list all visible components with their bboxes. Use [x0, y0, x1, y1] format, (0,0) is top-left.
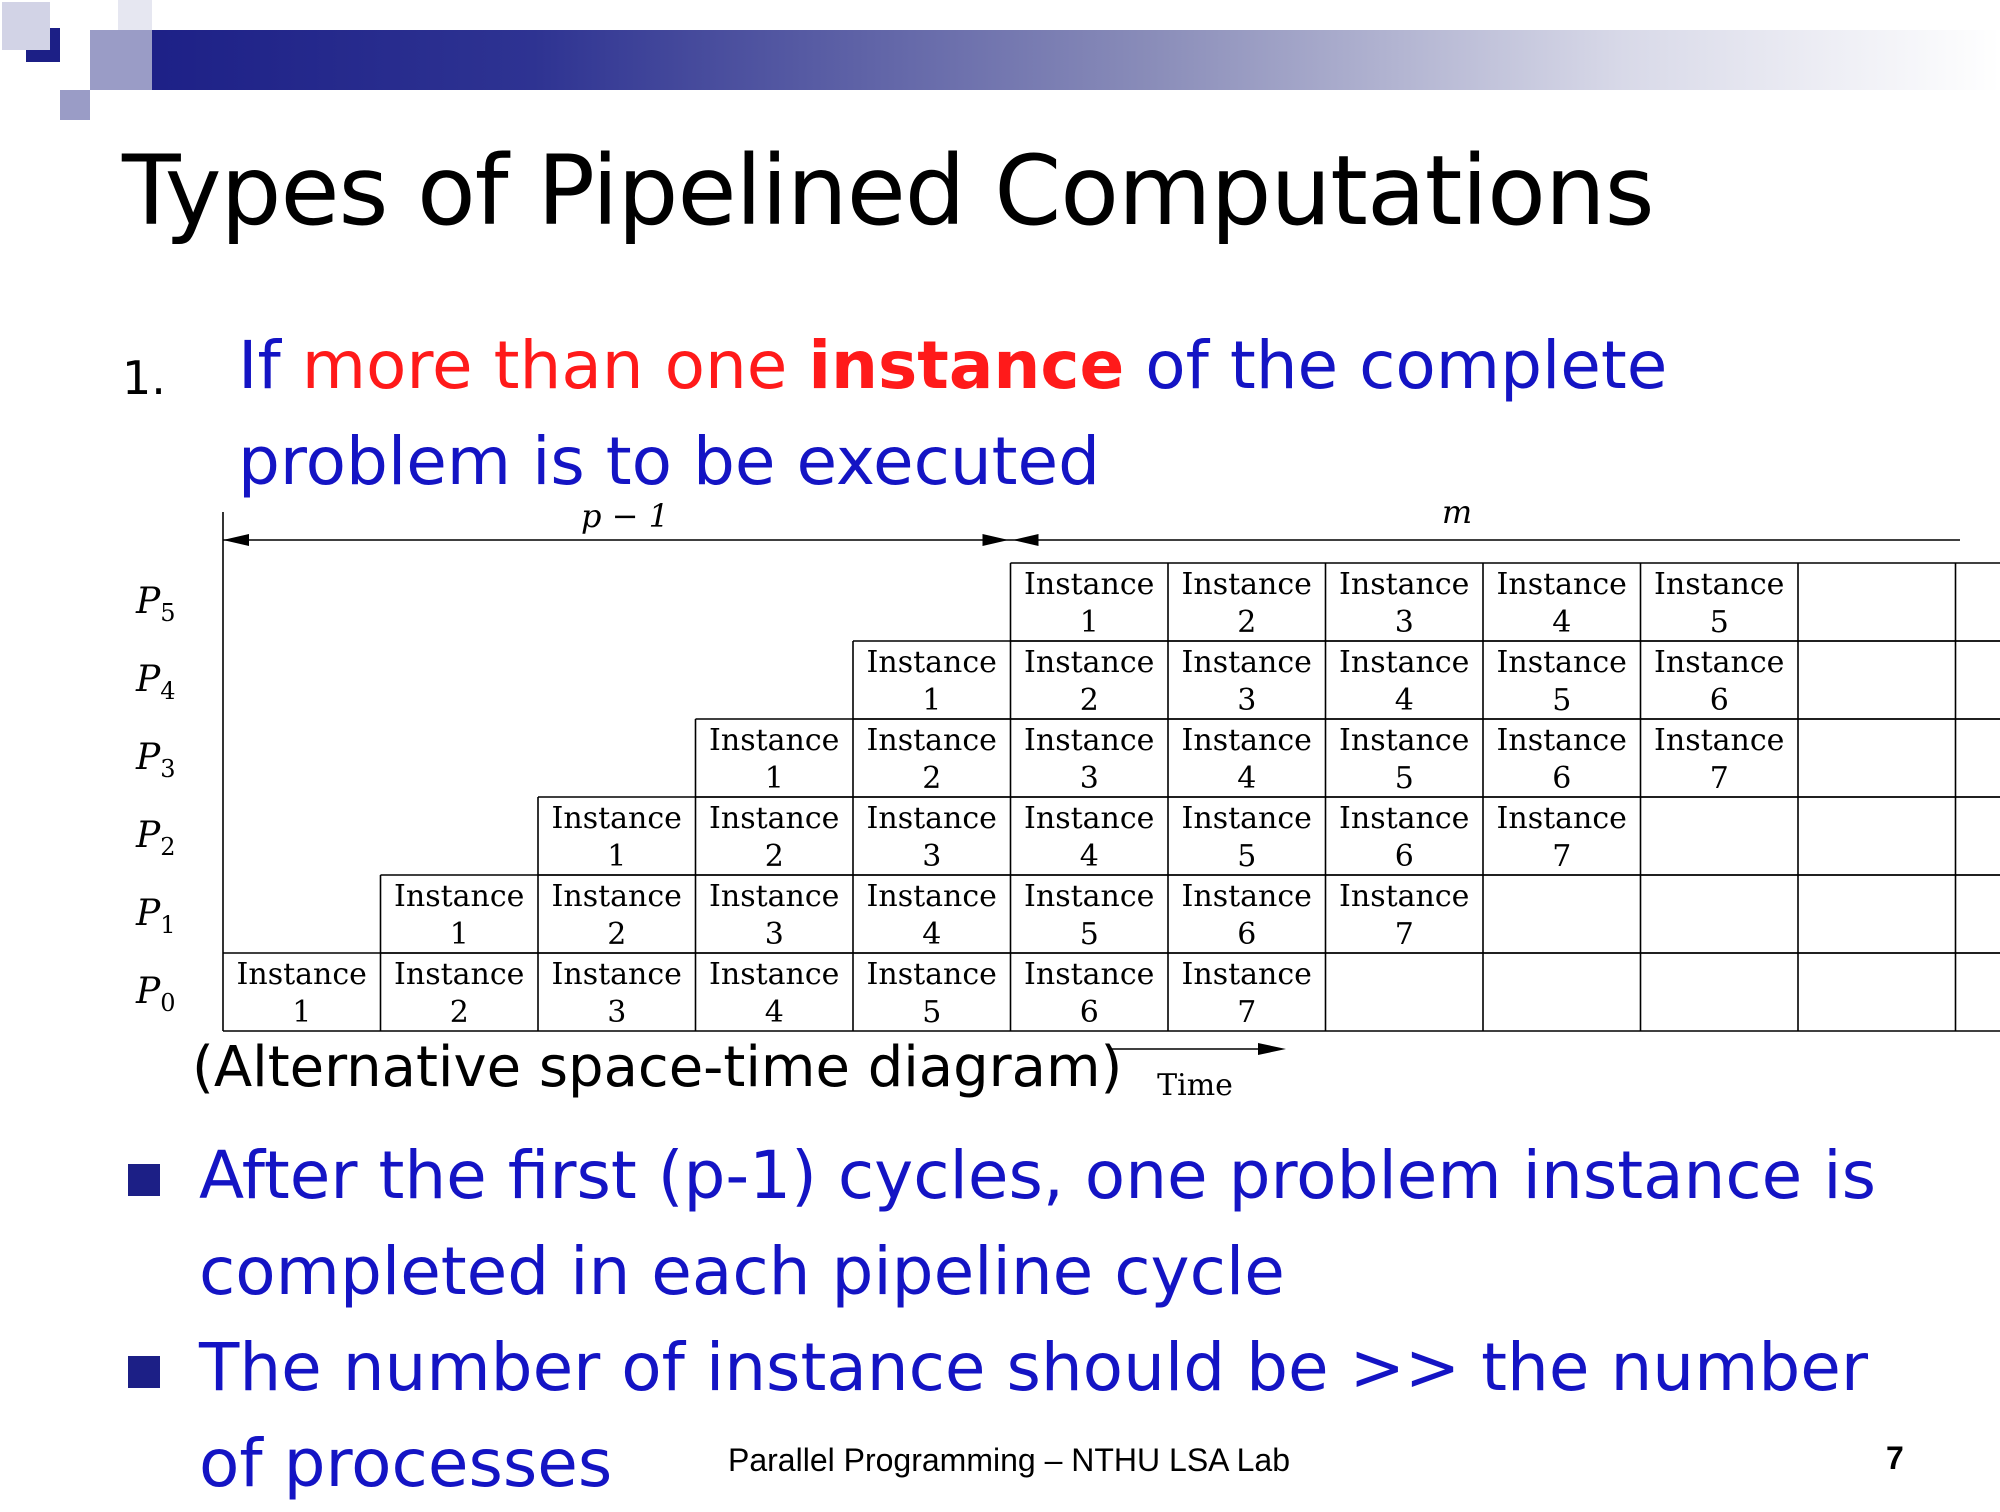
processor-label: $P_2$	[136, 815, 176, 861]
cell-word: Instance	[1181, 645, 1312, 680]
cell-instance-number: 1	[292, 995, 312, 1030]
cell-word: Instance	[866, 879, 997, 914]
cell-instance-number: 6	[1394, 839, 1414, 874]
cell-instance-number: 6	[1079, 995, 1099, 1030]
cell-word: Instance	[1024, 879, 1155, 914]
cell-instance-number: 1	[1079, 605, 1099, 640]
cell-word: Instance	[394, 957, 525, 992]
cell-word: Instance	[709, 801, 840, 836]
cell-instance-number: 3	[1237, 683, 1257, 718]
span-label-p-minus-1: p − 1	[581, 497, 669, 535]
cell-word: Instance	[551, 879, 682, 914]
cell-instance-number: 6	[1552, 761, 1572, 796]
processor-label: $P_4$	[136, 659, 176, 705]
cell-instance-number: 1	[449, 917, 469, 952]
cell-instance-number: 2	[922, 761, 942, 796]
point-text-more: more than one	[301, 327, 809, 404]
bullet-square-icon	[128, 1356, 160, 1388]
cell-word: Instance	[1339, 879, 1470, 914]
cell-word: Instance	[1024, 801, 1155, 836]
cell-instance-number: 6	[1237, 917, 1257, 952]
cell-instance-number: 7	[1552, 839, 1572, 874]
cell-instance-number: 5	[1394, 761, 1414, 796]
diagram-caption: (Alternative space-time diagram)	[192, 1035, 1123, 1100]
cell-instance-number: 3	[922, 839, 942, 874]
cell-instance-number: 5	[1237, 839, 1257, 874]
cell-word: Instance	[1339, 801, 1470, 836]
slide-footer: Parallel Programming – NTHU LSA Lab	[728, 1442, 1291, 1478]
bullet-square-icon	[128, 1164, 160, 1196]
cell-instance-number: 2	[1079, 683, 1099, 718]
cell-instance-number: 3	[764, 917, 784, 952]
cell-word: Instance	[236, 957, 367, 992]
cell-instance-number: 4	[764, 995, 784, 1030]
cell-word: Instance	[1024, 723, 1155, 758]
cell-word: Instance	[1024, 567, 1155, 602]
cell-word: Instance	[1496, 567, 1627, 602]
slide-title: Types of Pipelined Computations	[122, 135, 1654, 247]
arrowhead-left-icon	[223, 534, 249, 546]
cell-instance-number: 5	[1079, 917, 1099, 952]
cell-instance-number: 5	[1709, 605, 1729, 640]
cell-word: Instance	[1181, 957, 1312, 992]
cell-word: Instance	[1339, 723, 1470, 758]
diagram-labels	[135, 493, 1784, 1103]
bullet-text: The number of instance should be >> the number of processes	[199, 1329, 1869, 1502]
cell-word: Instance	[1024, 957, 1155, 992]
cell-instance-number: 4	[1394, 683, 1414, 718]
cell-instance-number: 2	[449, 995, 469, 1030]
cell-word: Instance	[1496, 801, 1627, 836]
processor-label: $P_5$	[136, 581, 176, 627]
cell-word: Instance	[709, 879, 840, 914]
cell-word: Instance	[551, 957, 682, 992]
processor-label: $P_1$	[136, 893, 176, 939]
cell-word: Instance	[866, 723, 997, 758]
cell-instance-number: 1	[764, 761, 784, 796]
bullet-item	[122, 1320, 1922, 1512]
cell-word: Instance	[1024, 645, 1155, 680]
cell-instance-number: 1	[922, 683, 942, 718]
cell-instance-number: 7	[1709, 761, 1729, 796]
cell-word: Instance	[1654, 567, 1785, 602]
time-arrowhead-icon	[1258, 1043, 1286, 1055]
cell-instance-number: 7	[1237, 995, 1257, 1030]
cell-instance-number: 2	[764, 839, 784, 874]
bullet-text: After the first (p-1) cycles, one problem instance is completed in each pipeline cycle	[199, 1137, 1876, 1310]
bullet-item	[122, 1128, 1922, 1320]
point-text-if: If	[238, 327, 302, 404]
cell-instance-number: 5	[922, 995, 942, 1030]
processor-label: $P_3$	[136, 737, 176, 783]
cell-word: Instance	[709, 723, 840, 758]
cell-instance-number: 4	[1237, 761, 1257, 796]
point-text-rest: of the complete problem is to be executed	[238, 327, 1668, 500]
point-text-instance: instance	[808, 327, 1125, 404]
cell-word: Instance	[1181, 567, 1312, 602]
cell-instance-number: 1	[607, 839, 627, 874]
arrowhead-left-icon	[1013, 534, 1039, 546]
point-number: 1.	[122, 351, 166, 405]
cell-word: Instance	[394, 879, 525, 914]
cell-word: Instance	[1496, 723, 1627, 758]
cell-instance-number: 6	[1709, 683, 1729, 718]
cell-word: Instance	[1654, 645, 1785, 680]
span-label-m: m	[1441, 493, 1473, 531]
cell-instance-number: 3	[1079, 761, 1099, 796]
processor-label: $P_0$	[136, 971, 176, 1017]
cell-instance-number: 4	[1552, 605, 1572, 640]
cell-word: Instance	[1181, 723, 1312, 758]
arrowhead-right-icon	[983, 534, 1009, 546]
cell-word: Instance	[551, 801, 682, 836]
page-number: 7	[1886, 1440, 1904, 1476]
cell-word: Instance	[1339, 567, 1470, 602]
cell-instance-number: 3	[607, 995, 627, 1030]
cell-word: Instance	[1654, 723, 1785, 758]
cell-instance-number: 3	[1394, 605, 1414, 640]
cell-word: Instance	[1181, 879, 1312, 914]
cell-instance-number: 4	[922, 917, 942, 952]
cell-instance-number: 5	[1552, 683, 1572, 718]
cell-word: Instance	[1181, 801, 1312, 836]
cell-word: Instance	[1496, 645, 1627, 680]
cell-instance-number: 2	[607, 917, 627, 952]
time-label: Time	[1157, 1068, 1233, 1103]
cell-word: Instance	[866, 801, 997, 836]
cell-word: Instance	[709, 957, 840, 992]
cell-word: Instance	[866, 957, 997, 992]
cell-instance-number: 7	[1394, 917, 1414, 952]
cell-word: Instance	[866, 645, 997, 680]
cell-instance-number: 2	[1237, 605, 1257, 640]
cell-instance-number: 4	[1079, 839, 1099, 874]
cell-word: Instance	[1339, 645, 1470, 680]
